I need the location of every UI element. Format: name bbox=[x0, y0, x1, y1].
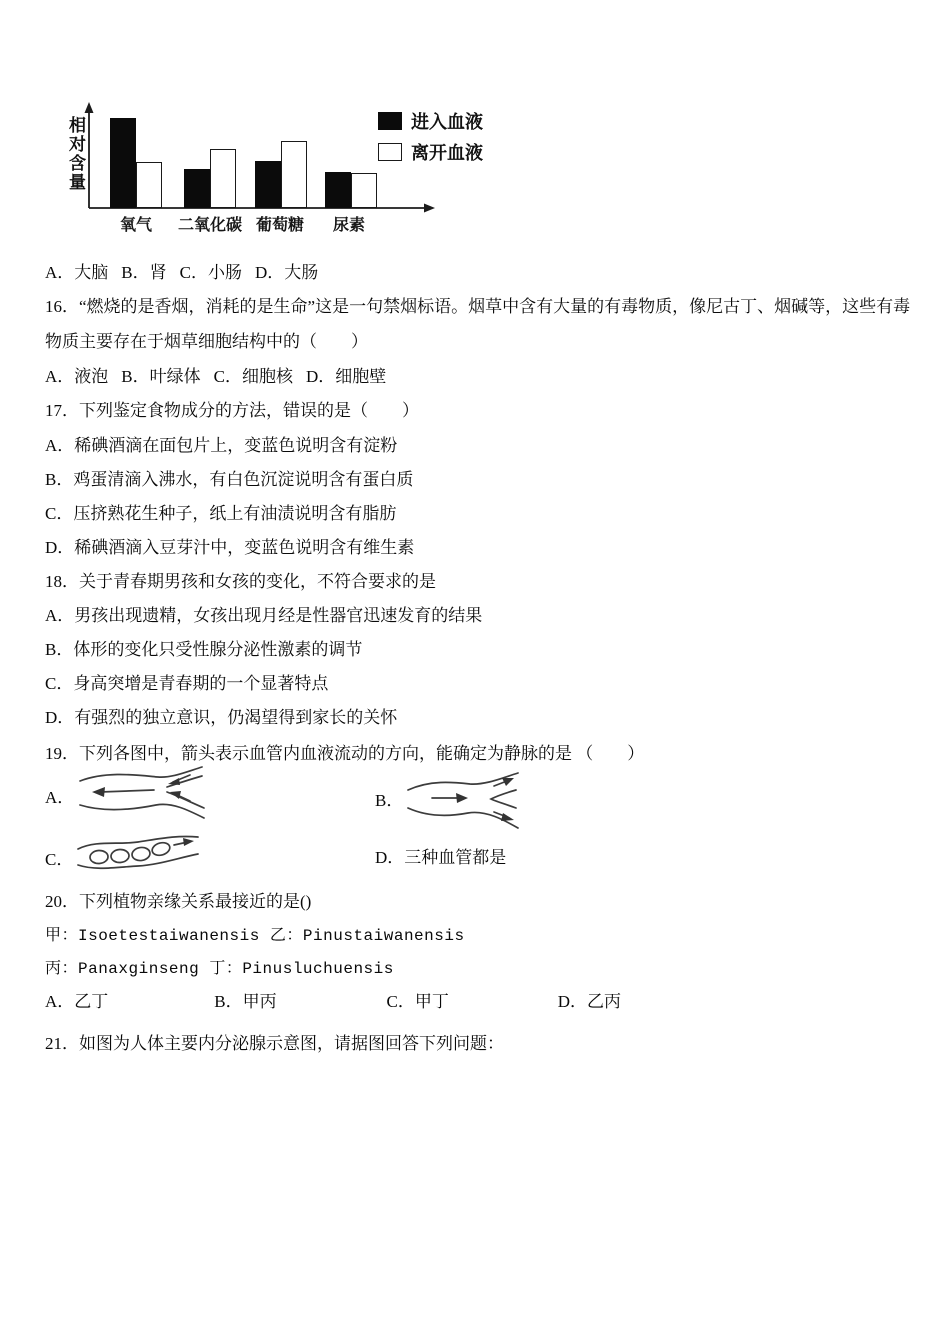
bar-enter-2 bbox=[184, 169, 210, 208]
q20-stem: 20．下列植物亲缘关系最接近的是() bbox=[45, 892, 312, 911]
q18-option-d: D．有强烈的独立意识，仍渴望得到家长的关怀 bbox=[45, 708, 398, 727]
bar-leave-1 bbox=[136, 162, 162, 208]
q17-option-d: D．稀碘酒滴入豆芽汁中，变蓝色说明含有维生素 bbox=[45, 538, 415, 557]
q17-option-b: B．鸡蛋清滴入沸水，有白色沉淀说明含有蛋白质 bbox=[45, 470, 414, 489]
legend-label-leave: 离开血液 bbox=[411, 143, 483, 163]
q16-stem-line2: 物质主要存在于烟草细胞结构中的（ ） bbox=[45, 332, 368, 351]
q16-option-b: B．叶绿体 bbox=[121, 367, 201, 386]
legend-swatch-black bbox=[378, 112, 402, 130]
q20-option-d: D．乙丙 bbox=[557, 992, 622, 1011]
q21-stem: 21．如图为人体主要内分泌腺示意图，请据图回答下列问题： bbox=[45, 1034, 504, 1053]
bar-leave-3 bbox=[281, 141, 307, 209]
q16-option-d: D．细胞壁 bbox=[305, 367, 387, 386]
q19-option-a-label: A． bbox=[45, 788, 75, 807]
bar-enter-1 bbox=[110, 118, 136, 208]
bar-leave-2 bbox=[210, 149, 236, 208]
artery-diverging-diagram-b bbox=[404, 770, 522, 834]
blood-substance-bar-chart bbox=[60, 100, 540, 245]
q16-option-c: C．细胞核 bbox=[213, 367, 293, 386]
y-axis-label: 相对含量 bbox=[66, 116, 85, 192]
x-axis-tick-label: 氧气 bbox=[119, 217, 153, 234]
q16-options-row bbox=[45, 366, 386, 388]
q19-stem: 19．下列各图中，箭头表示血管内血液流动的方向，能确定为静脉的是 （ ） bbox=[45, 744, 645, 763]
q15-option-a: A．大脑 bbox=[45, 263, 109, 282]
legend-swatch-white bbox=[378, 143, 402, 161]
x-axis-tick-label: 葡萄糖 bbox=[255, 217, 305, 234]
bar-enter-3 bbox=[255, 161, 281, 208]
q15-option-c: C．小肠 bbox=[179, 263, 242, 282]
bar-enter-4 bbox=[325, 172, 351, 208]
q15-option-b: B．肾 bbox=[121, 263, 167, 282]
x-axis-tick-label: 二氧化碳 bbox=[177, 217, 243, 234]
q20-options-row bbox=[45, 991, 621, 1013]
capillary-diagram-c bbox=[74, 827, 202, 883]
legend-label-enter: 进入血液 bbox=[411, 112, 483, 132]
q18-option-a: A．男孩出现遗精，女孩出现月经是性器官迅速发育的结果 bbox=[45, 606, 483, 625]
q18-stem: 18．关于青春期男孩和女孩的变化，不符合要求的是 bbox=[45, 572, 436, 591]
q16-option-a: A．液泡 bbox=[45, 367, 109, 386]
q15-option-d: D．大肠 bbox=[254, 263, 319, 282]
q17-option-a: A．稀碘酒滴在面包片上，变蓝色说明含有淀粉 bbox=[45, 436, 398, 455]
bar-leave-4 bbox=[351, 173, 377, 208]
chart-legend bbox=[378, 110, 483, 172]
q16-stem-line1: 16．“燃烧的是香烟，消耗的是生命”这是一句禁烟标语。烟草中含有大量的有毒物质，像尼古丁、烟碱等，这些有毒 bbox=[45, 297, 911, 316]
q20-option-c: C．甲丁 bbox=[386, 992, 449, 1011]
q20-taxa-line2: 丙：Panaxginseng 丁：Pinusluchuensis bbox=[45, 960, 394, 978]
q17-stem: 17．下列鉴定食物成分的方法，错误的是（ ） bbox=[45, 401, 419, 420]
q20-option-b: B．甲丙 bbox=[214, 992, 277, 1011]
q17-option-c: C．压挤熟花生种子，纸上有油渍说明含有脂肪 bbox=[45, 504, 397, 523]
q19-option-b-label: B． bbox=[375, 791, 404, 810]
q19-option-c-label: C． bbox=[45, 850, 74, 869]
q19-option-d: D．三种血管都是 bbox=[375, 848, 507, 867]
q20-taxa-line1: 甲：Isoetestaiwanensis 乙：Pinustaiwanensis bbox=[45, 927, 465, 945]
legend-item-enter bbox=[378, 110, 483, 132]
legend-item-leave bbox=[378, 141, 483, 163]
x-axis-tick-label: 尿素 bbox=[332, 217, 366, 234]
q18-option-b: B．体形的变化只受性腺分泌性激素的调节 bbox=[45, 640, 363, 659]
q15-options-row bbox=[45, 262, 318, 284]
vein-converging-diagram-a bbox=[76, 763, 208, 827]
q18-option-c: C．身高突增是青春期的一个显著特点 bbox=[45, 674, 329, 693]
q20-option-a: A．乙丁 bbox=[45, 992, 109, 1011]
